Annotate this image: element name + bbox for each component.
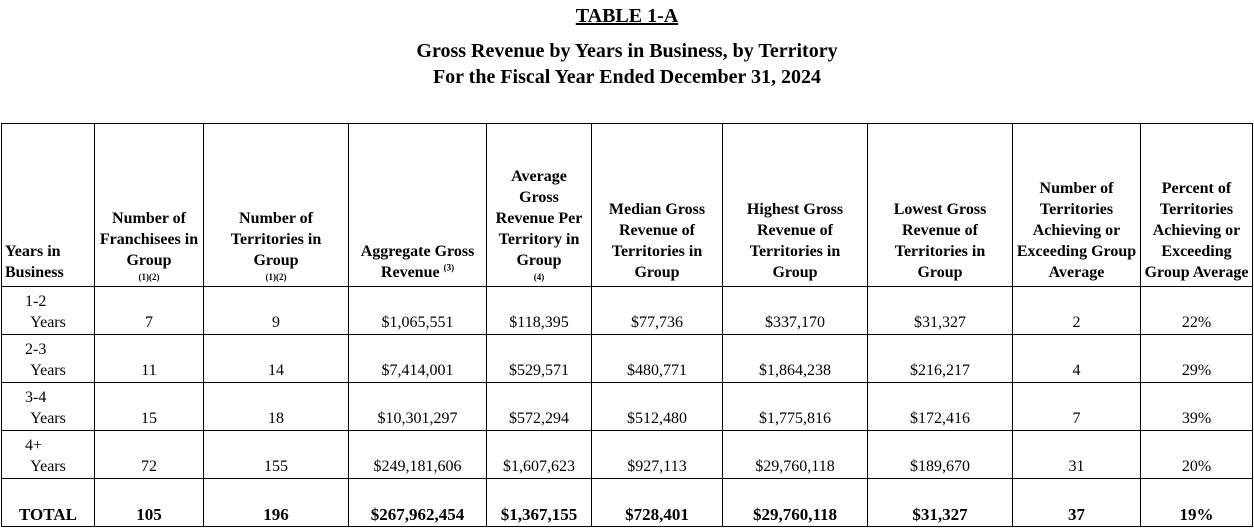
cell-territories: 9 xyxy=(204,287,349,335)
cell-average-revenue: $1,607,623 xyxy=(487,431,592,479)
total-number-achieving: 37 xyxy=(1013,479,1141,527)
cell-years-in-business xyxy=(2,335,95,383)
header-average-gross-revenue: Average Gross Revenue Per Territory in Group (4) xyxy=(487,124,592,287)
cell-territories: 155 xyxy=(204,431,349,479)
table-row xyxy=(2,287,1253,335)
cell-years-in-business xyxy=(2,287,95,335)
header-number-of-franchisees: Number of Franchisees in Group (1)(2) xyxy=(95,124,204,287)
cell-percent-achieving: 29% xyxy=(1141,335,1253,383)
cell-aggregate-revenue: $1,065,551 xyxy=(349,287,487,335)
cell-number-achieving: 2 xyxy=(1013,287,1141,335)
cell-percent-achieving: 39% xyxy=(1141,383,1253,431)
cell-number-achieving: 7 xyxy=(1013,383,1141,431)
cell-highest-revenue: $1,775,816 xyxy=(723,383,868,431)
revenue-table xyxy=(1,123,1253,527)
cell-aggregate-revenue: $7,414,001 xyxy=(349,335,487,383)
cell-highest-revenue: $1,864,238 xyxy=(723,335,868,383)
header-median-gross-revenue: Median Gross Revenue of Territories in Group xyxy=(592,124,723,287)
table-label: TABLE 1-A xyxy=(575,5,679,27)
cell-franchisees: 11 xyxy=(95,335,204,383)
header-years-in-business: Years in Business xyxy=(2,124,95,287)
total-lowest-revenue: $31,327 xyxy=(868,479,1013,527)
total-highest-revenue: $29,760,118 xyxy=(723,479,868,527)
cell-lowest-revenue: $172,416 xyxy=(868,383,1013,431)
table-row xyxy=(2,383,1253,431)
header-percent-achieving: Percent of Territories Achieving or Exceeding Group Average xyxy=(1141,124,1253,287)
header-lowest-gross-revenue: Lowest Gross Revenue of Territories in Group xyxy=(868,124,1013,287)
years-range: 2-3 xyxy=(25,341,47,358)
cell-aggregate-revenue: $249,181,606 xyxy=(349,431,487,479)
cell-lowest-revenue: $31,327 xyxy=(868,287,1013,335)
cell-lowest-revenue: $216,217 xyxy=(868,335,1013,383)
cell-median-revenue: $512,480 xyxy=(592,383,723,431)
cell-franchisees: 15 xyxy=(95,383,204,431)
cell-median-revenue: $927,113 xyxy=(592,431,723,479)
years-range: 3-4 xyxy=(25,389,47,406)
table-subtitle: For the Fiscal Year Ended December 31, 2024 xyxy=(432,66,822,88)
total-franchisees: 105 xyxy=(95,479,204,527)
table-row xyxy=(2,431,1253,479)
table-row xyxy=(2,335,1253,383)
total-median-revenue: $728,401 xyxy=(592,479,723,527)
cell-years-in-business xyxy=(2,431,95,479)
cell-franchisees: 7 xyxy=(95,287,204,335)
cell-average-revenue: $529,571 xyxy=(487,335,592,383)
total-label: TOTAL xyxy=(2,479,95,527)
total-aggregate-revenue: $267,962,454 xyxy=(349,479,487,527)
cell-average-revenue: $118,395 xyxy=(487,287,592,335)
cell-number-achieving: 4 xyxy=(1013,335,1141,383)
cell-franchisees: 72 xyxy=(95,431,204,479)
cell-territories: 18 xyxy=(204,383,349,431)
years-range: 1-2 xyxy=(25,293,47,310)
header-number-of-territories: Number of Territories in Group (1)(2) xyxy=(204,124,349,287)
cell-highest-revenue: $337,170 xyxy=(723,287,868,335)
years-unit: Years xyxy=(30,362,66,379)
years-unit: Years xyxy=(30,314,66,331)
total-percent-achieving: 19% xyxy=(1141,479,1253,527)
cell-territories: 14 xyxy=(204,335,349,383)
cell-percent-achieving: 20% xyxy=(1141,431,1253,479)
years-range: 4+ xyxy=(25,437,43,454)
years-unit: Years xyxy=(30,410,66,427)
header-aggregate-gross-revenue: Aggregate Gross Revenue $^{(3)}$ xyxy=(349,124,487,287)
cell-highest-revenue: $29,760,118 xyxy=(723,431,868,479)
header-number-achieving: Number of Territories Achieving or Exceeding Group Average xyxy=(1013,124,1141,287)
cell-median-revenue: $77,736 xyxy=(592,287,723,335)
cell-aggregate-revenue: $10,301,297 xyxy=(349,383,487,431)
cell-years-in-business xyxy=(2,383,95,431)
header-row xyxy=(2,124,1253,287)
cell-lowest-revenue: $189,670 xyxy=(868,431,1013,479)
total-territories: 196 xyxy=(204,479,349,527)
cell-median-revenue: $480,771 xyxy=(592,335,723,383)
total-average-revenue: $1,367,155 xyxy=(487,479,592,527)
total-row xyxy=(2,479,1253,527)
table-title: Gross Revenue by Years in Business, by Territory xyxy=(416,40,838,62)
years-unit: Years xyxy=(30,458,66,475)
header-highest-gross-revenue: Highest Gross Revenue of Territories in Group xyxy=(723,124,868,287)
cell-percent-achieving: 22% xyxy=(1141,287,1253,335)
cell-average-revenue: $572,294 xyxy=(487,383,592,431)
cell-number-achieving: 31 xyxy=(1013,431,1141,479)
